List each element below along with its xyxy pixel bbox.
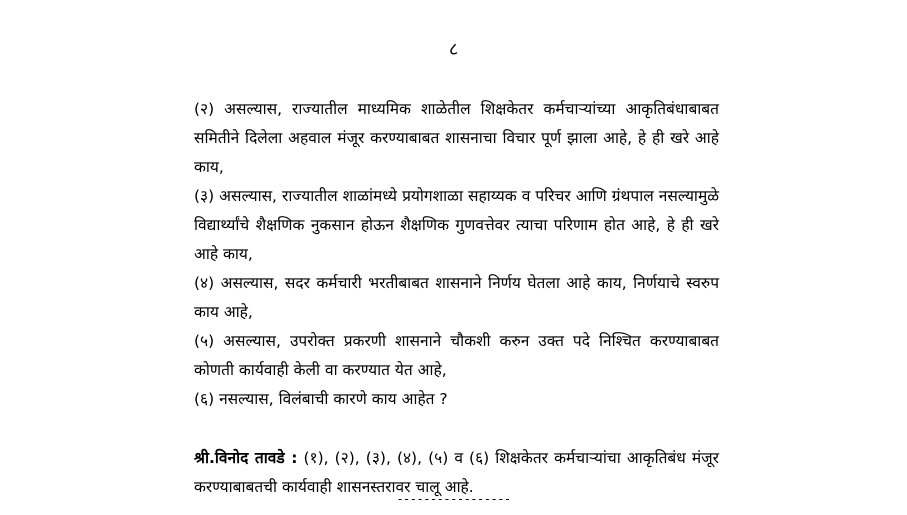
end-divider: ----------------- <box>396 492 511 506</box>
question-6: (६) नसल्यास, विलंबाची कारणे काय आहेत ? <box>194 390 448 408</box>
question-2: (२) असल्यास, राज्यातील माध्यमिक शाळेतील शिक्षकेतर कर्मचाऱ्यांच्या आकृतिबंधाबाबत समितीने दिलेला अहवाल मंजूर करण्याबाबत शासनाचा विचार पूर्ण झाला आहे, हे ही खरे आहे काय, <box>194 100 719 176</box>
paragraph-gap <box>194 414 719 444</box>
question-5: (५) असल्यास, उपरोक्त प्रकरणी शासनाने चौकशी करुन उक्त पदे निश्चित करण्याबाबत कोणती कार्यवाही केली वा करण्यात येत आहे, <box>194 332 719 379</box>
page-number: ८ <box>448 39 459 60</box>
question-4: (४) असल्यास, सदर कर्मचारी भरतीबाबत शासनाने निर्णय घेतला आहे काय, निर्णयाचे स्वरुप काय आहे, <box>194 274 719 321</box>
question-3: (३) असल्यास, राज्यातील शाळांमध्ये प्रयोगशाळा सहाय्यक व परिचर आणि ग्रंथपाल नसल्यामुळे विद्यार्थ्यांचे शैक्षणिक नुकसान होऊन शैक्षणिक गुणवत्तेवर त्याचा परिणाम होत आहे, हे ही खरे आहे काय, <box>194 187 719 263</box>
answer-speaker-name: श्री.विनोद तावडे : <box>194 449 298 467</box>
answer-text: (१), (२), (३), (४), (५) व (६) शिक्षकेतर कर्मचाऱ्यांचा आकृतिबंध मंजूर करण्याबाबतची कार्यवाही शासनस्तरावर चालू आहे. <box>194 449 719 496</box>
document-body <box>194 95 719 502</box>
